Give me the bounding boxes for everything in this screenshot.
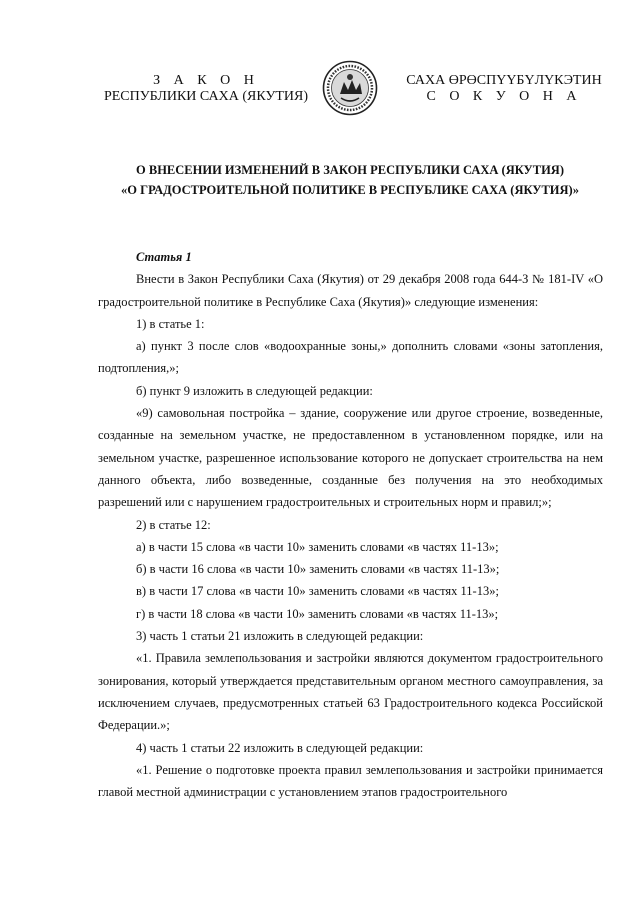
body-paragraph: «1. Правила землепользования и застройки являются документом градостроительного зонирования, который утверждается представительным органом местного самоуправления, за исключением случаев, предусмотренных статьей 63 Градостроительного кодекса Российской Федерации.»; — [98, 651, 603, 733]
body-paragraph: Внести в Закон Республики Саха (Якутия) от 29 декабря 2008 года 644-З № 181-IV «О градостроительной политике в Республике Саха (Якутия)» следующие изменения: — [98, 272, 603, 309]
body-paragraph: 2) в статье 12: — [136, 517, 211, 532]
sakha-republic-emblem-icon — [322, 60, 378, 116]
body-paragraph: б) пункт 9 изложить в следующей редакции: — [136, 383, 373, 398]
body-paragraph: г) в части 18 слова «в части 10» заменить словами «в частях 11-13»; — [136, 606, 499, 621]
header-law-label-sakha: С О К У О Н А — [426, 89, 582, 104]
title-line-2: «О ГРАДОСТРОИТЕЛЬНОЙ ПОЛИТИКЕ В РЕСПУБЛИКЕ САХА (ЯКУТИЯ)» — [121, 183, 579, 197]
header-law-label: З А К О Н — [153, 73, 259, 88]
header-republic-name-sakha: САХА ӨРӨСПҮҮБҮЛҮКЭТИН — [406, 73, 602, 88]
document-body — [98, 246, 603, 803]
document-title — [60, 160, 640, 200]
article-heading: Статья 1 — [136, 250, 192, 264]
body-paragraph: б) в части 16 слова «в части 10» заменить словами «в частях 11-13»; — [136, 562, 500, 577]
title-line-1: О ВНЕСЕНИИ ИЗМЕНЕНИЙ В ЗАКОН РЕСПУБЛИКИ САХА (ЯКУТИЯ) — [136, 163, 564, 177]
body-paragraph: а) пункт 3 после слов «водоохранные зоны,» дополнить словами «зоны затопления, подтопления,»; — [98, 339, 603, 376]
header-right — [386, 73, 622, 105]
header-republic-name: РЕСПУБЛИКИ САХА (ЯКУТИЯ) — [103, 89, 309, 104]
body-paragraph: «9) самовольная постройка – здание, сооружение или другое строение, возведенные, созданные на земельном участке, не предоставленном в установленном порядке, или на земельном участке, разрешенное использование которого не допускает строительства на нем данного объекта, либо возведенные, созданные без получения на это необходимых разрешений или с нарушением градостроительных и строительных норм и правил;»; — [98, 406, 603, 510]
body-paragraph: 4) часть 1 статьи 22 изложить в следующей редакции: — [136, 740, 424, 755]
header-left — [96, 73, 316, 105]
body-paragraph: «1. Решение о подготовке проекта правил землепользования и застройки принимается главой местной администрации с установлением этапов градостроительного — [98, 762, 603, 800]
body-paragraph: 1) в статье 1: — [136, 316, 205, 331]
body-paragraph: 3) часть 1 статьи 21 изложить в следующей редакции: — [136, 629, 424, 644]
body-paragraph: а) в части 15 слова «в части 10» заменить словами «в частях 11-13»; — [136, 539, 499, 554]
body-paragraph: в) в части 17 слова «в части 10» заменить словами «в частях 11-13»; — [136, 584, 499, 599]
